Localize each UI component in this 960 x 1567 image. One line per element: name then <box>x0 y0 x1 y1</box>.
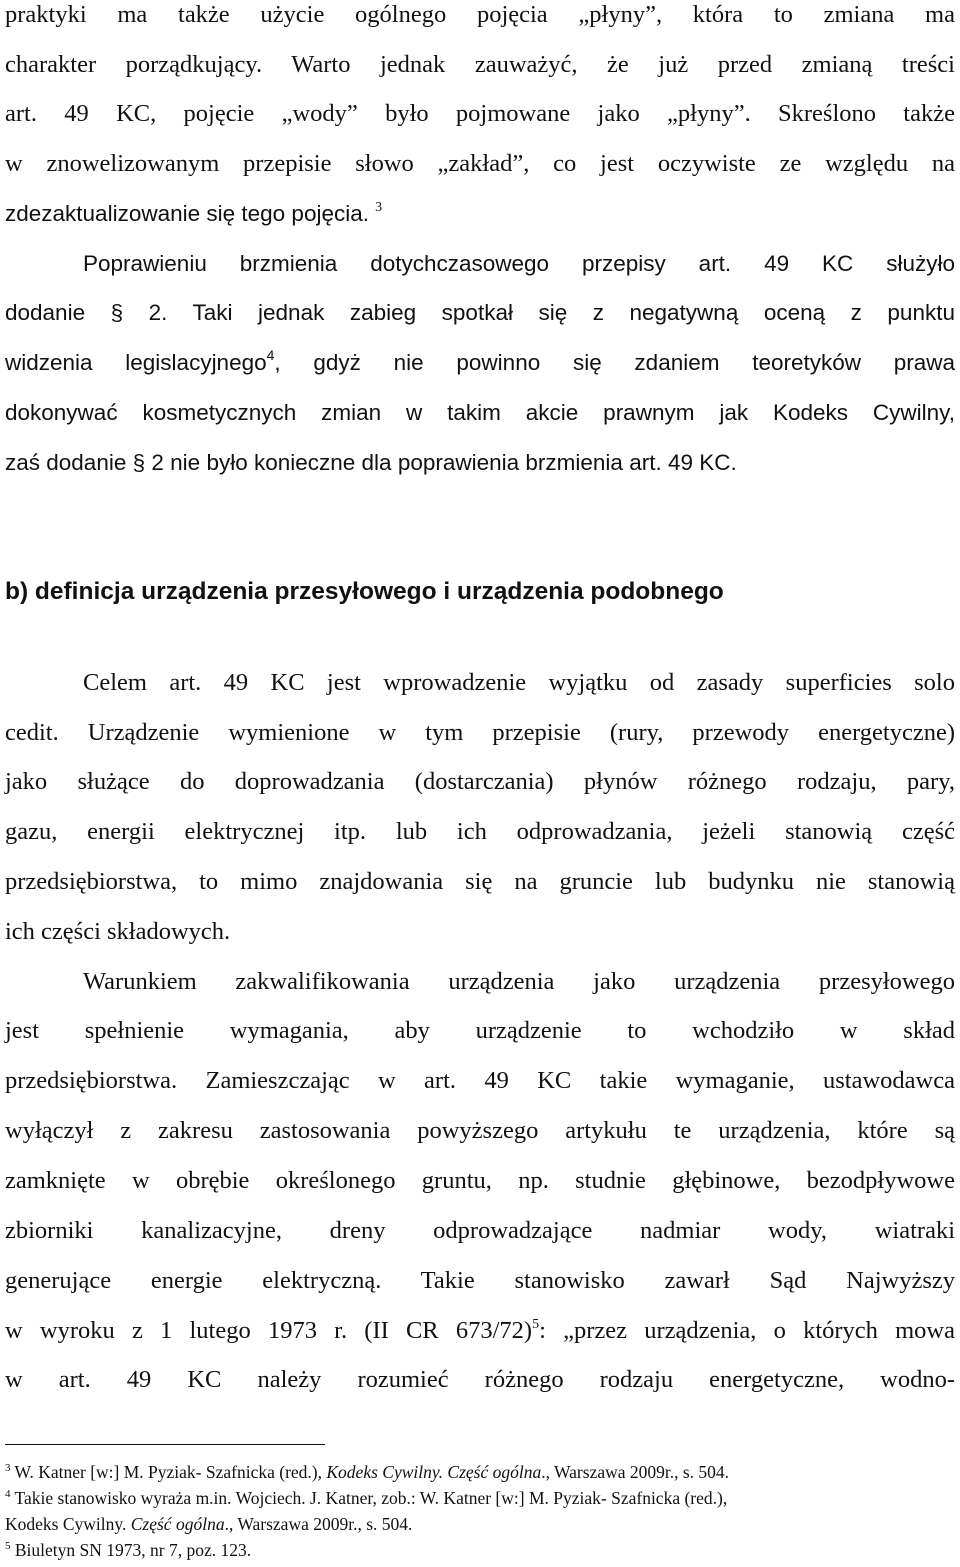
text-line: Poprawieniu brzmienia dotychczasowego przepisy art. 49 KC służyło <box>83 251 955 276</box>
text-line: zamknięte w obrębie określonego gruntu, np. studnie głębinowe, bezodpływowe <box>5 1167 955 1194</box>
footnote-3 <box>5 1460 955 1484</box>
text-span: w wyroku z 1 lutego 1973 r. (II CR 673/72) <box>5 1317 533 1344</box>
footnote-ref-5: 5 <box>532 1317 540 1332</box>
text-line: generujące energie elektryczną. Takie stanowisko zawarł Sąd Najwyższy <box>5 1267 955 1294</box>
text-span: : „przez urządzenia, o których mowa <box>539 1317 955 1344</box>
text-line: jest spełnienie wymagania, aby urządzenie to wchodziło w skład <box>5 1017 955 1044</box>
text-span: 2 nie było konieczne dla poprawienia brzmienia art. 49 KC. <box>151 450 737 475</box>
text-line: dokonywać kosmetycznych zmian w takim akcie prawnym jak Kodeks Cywilny, <box>5 400 955 425</box>
footnote-5 <box>5 1538 955 1562</box>
footnote-ref-3: 3 <box>375 200 383 215</box>
footnote-text: Biuletyn SN 1973, nr 7, poz. 123. <box>10 1540 252 1560</box>
text-line <box>5 199 955 229</box>
text-line <box>5 1316 955 1346</box>
footnote-text: W. Katner [w:] M. Pyziak- Szafnicka (red.), <box>10 1462 327 1482</box>
text-line: charakter porządkujący. Warto jednak zauważyć, że już przed zmianą treści <box>5 51 955 78</box>
text-line <box>5 298 955 328</box>
text-line: w znowelizowanym przepisie słowo „zakład”, co jest oczywiste ze względu na <box>5 150 955 177</box>
text-line: w art. 49 KC należy rozumieć różnego rodzaju energetyczne, wodno- <box>5 1366 955 1393</box>
text-line <box>5 348 955 378</box>
footnote-separator <box>5 1444 325 1445</box>
footnote-number: 5 <box>5 1540 11 1552</box>
footnote-text: ., Warszawa 2009r., s. 504. <box>224 1514 413 1534</box>
text-line: przedsiębiorstwa. Zamieszczając w art. 49 KC takie wymaganie, ustawodawca <box>5 1067 955 1094</box>
text-span: widzenia legislacyjnego <box>5 350 267 375</box>
text-line: wyłączył z zakresu zastosowania powyższego artykułu te urządzenia, które są <box>5 1117 955 1144</box>
footnote-4 <box>5 1486 955 1510</box>
text-line: Warunkiem zakwalifikowania urządzenia jako urządzenia przesyłowego <box>83 968 955 995</box>
text-span: , gdyż nie powinno się zdaniem teoretyków prawa <box>274 350 956 375</box>
footnote-text: Takie stanowisko wyraża m.in. Wojciech. J. Katner, zob.: W. Katner [w:] M. Pyziak- Szafnicka (red.), <box>10 1488 728 1508</box>
footnote-ref-4: 4 <box>266 347 275 363</box>
text-line: cedit. Urządzenie wymienione w tym przepisie (rury, przewody energetyczne) <box>5 719 955 746</box>
text-line: ich części składowych. <box>5 918 231 945</box>
text-line: gazu, energii elektrycznej itp. lub ich odprowadzania, jeżeli stanowią część <box>5 818 955 845</box>
section-sign: § <box>110 300 124 325</box>
footnote-italic: Kodeks Cywilny. Część ogólna <box>326 1462 542 1482</box>
footnote-4-cont <box>5 1512 955 1536</box>
section-sign: § <box>132 450 146 475</box>
text-line: art. 49 KC, pojęcie „wody” było pojmowane jako „płyny”. Skreślono także <box>5 100 955 127</box>
text-span: zdezaktualizowanie się tego pojęcia. <box>5 201 369 226</box>
footnote-text: ., Warszawa 2009r., s. 504. <box>541 1462 730 1482</box>
text-span: zaś dodanie <box>5 450 127 475</box>
footnote-number: 3 <box>5 1462 11 1474</box>
text-line: przedsiębiorstwa, to mimo znajdowania się na gruncie lub budynku nie stanowią <box>5 868 955 895</box>
text-line: praktyki ma także użycie ogólnego pojęcia „płyny”, która to zmiana ma <box>5 1 955 28</box>
text-line: zbiorniki kanalizacyjne, dreny odprowadzające nadmiar wody, wiatraki <box>5 1217 955 1244</box>
text-span: 2. Taki jednak zabieg spotkał się z negatywną oceną z punktu <box>148 300 955 325</box>
text-line: Celem art. 49 KC jest wprowadzenie wyjątku od zasady superficies solo <box>83 669 955 696</box>
text-line: jako służące do doprowadzania (dostarczania) płynów różnego rodzaju, pary, <box>5 768 955 795</box>
footnote-italic: Część ogólna <box>130 1514 225 1534</box>
section-heading: b) definicja urządzenia przesyłowego i urządzenia podobnego <box>5 578 724 605</box>
footnote-text: Kodeks Cywilny. <box>5 1514 131 1534</box>
footnote-number: 4 <box>5 1488 11 1500</box>
text-line <box>5 448 955 478</box>
text-span: dodanie <box>5 300 86 325</box>
